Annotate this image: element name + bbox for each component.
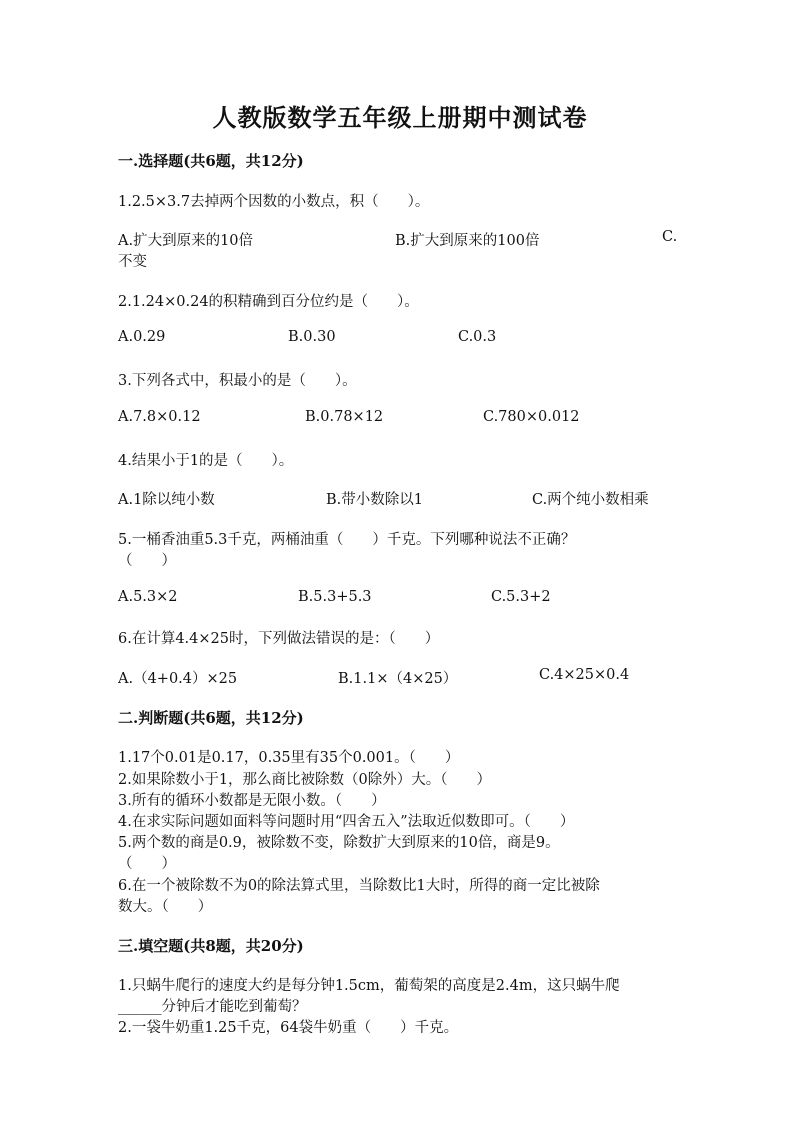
section-heading-choice: 一.选择题(共6题，共12分) xyxy=(118,152,304,170)
option-a: A.0.29 xyxy=(118,329,166,345)
option-b: B.5.3+5.3 xyxy=(298,589,372,605)
option-c: C.两个纯小数相乘 xyxy=(532,492,649,508)
question-stem: 3.下列各式中，积最小的是（ ）。 xyxy=(118,373,357,389)
question-stem: 4.结果小于1的是（ ）。 xyxy=(118,453,294,469)
option-a: A.扩大到原来的10倍 xyxy=(118,233,254,249)
question-stem-wrap: （ ） xyxy=(118,553,176,569)
question-stem: 6.在计算4.4×25时，下列做法错误的是：（ ） xyxy=(118,631,440,647)
option-b: B.0.30 xyxy=(288,329,336,345)
judgment-line: （ ） xyxy=(118,856,176,872)
option-c: C.4×25×0.4 xyxy=(539,667,630,683)
option-b: B.0.78×12 xyxy=(305,409,384,425)
judgment-line: 数大。（ ） xyxy=(118,899,213,915)
option-c: C.0.3 xyxy=(458,329,497,345)
judgment-line: 2.如果除数小于1，那么商比被除数（0除外）大。（ ） xyxy=(118,772,492,788)
option-a: A.1除以纯小数 xyxy=(118,492,215,508)
option-a: A.7.8×0.12 xyxy=(118,409,201,425)
option-b: B.带小数除以1 xyxy=(326,492,423,508)
section-heading-judgment: 二.判断题(共6题，共12分) xyxy=(118,709,304,727)
fill-line: 1.只蜗牛爬行的速度大约是每分钟1.5cm，葡萄架的高度是2.4m，这只蜗牛爬 xyxy=(118,978,620,994)
fill-line: ______分钟后才能吃到葡萄？ xyxy=(118,999,307,1015)
judgment-line: 5.两个数的商是0.9，被除数不变，除数扩大到原来的10倍，商是9。 xyxy=(118,835,560,851)
judgment-line: 4.在求实际问题如面料等问题时用“四舍五入”法取近似数即可。（ ） xyxy=(118,814,575,830)
option-a: A.（4+0.4）×25 xyxy=(118,671,238,687)
question-stem: 5.一桶香油重5.3千克，两桶油重（ ）千克。下列哪种说法不正确？ xyxy=(118,532,576,548)
option-c: C.780×0.012 xyxy=(483,409,580,425)
judgment-line: 3.所有的循环小数都是无限小数。（ ） xyxy=(118,793,386,809)
option-c: C.5.3+2 xyxy=(491,589,551,605)
option-c-wrap: 不变 xyxy=(118,254,147,270)
section-heading-fill: 三.填空题(共8题，共20分) xyxy=(118,937,304,955)
option-a: A.5.3×2 xyxy=(118,589,178,605)
page-title: 人教版数学五年级上册期中测试卷 xyxy=(212,103,588,132)
question-stem: 2.1.24×0.24的积精确到百分位约是（ ）。 xyxy=(118,294,419,310)
question-stem: 1.2.5×3.7去掉两个因数的小数点，积（ ）。 xyxy=(118,194,430,210)
judgment-line: 1.17个0.01是0.17，0.35里有35个0.001。（ ） xyxy=(118,750,460,766)
option-c: C. xyxy=(662,229,678,245)
judgment-line: 6.在一个被除数不为0的除法算式里，当除数比1大时，所得的商一定比被除 xyxy=(118,878,600,894)
option-b: B.1.1×（4×25） xyxy=(338,671,458,687)
option-b: B.扩大到原来的100倍 xyxy=(395,233,540,249)
fill-line: 2.一袋牛奶重1.25千克，64袋牛奶重（ ）千克。 xyxy=(118,1020,459,1036)
